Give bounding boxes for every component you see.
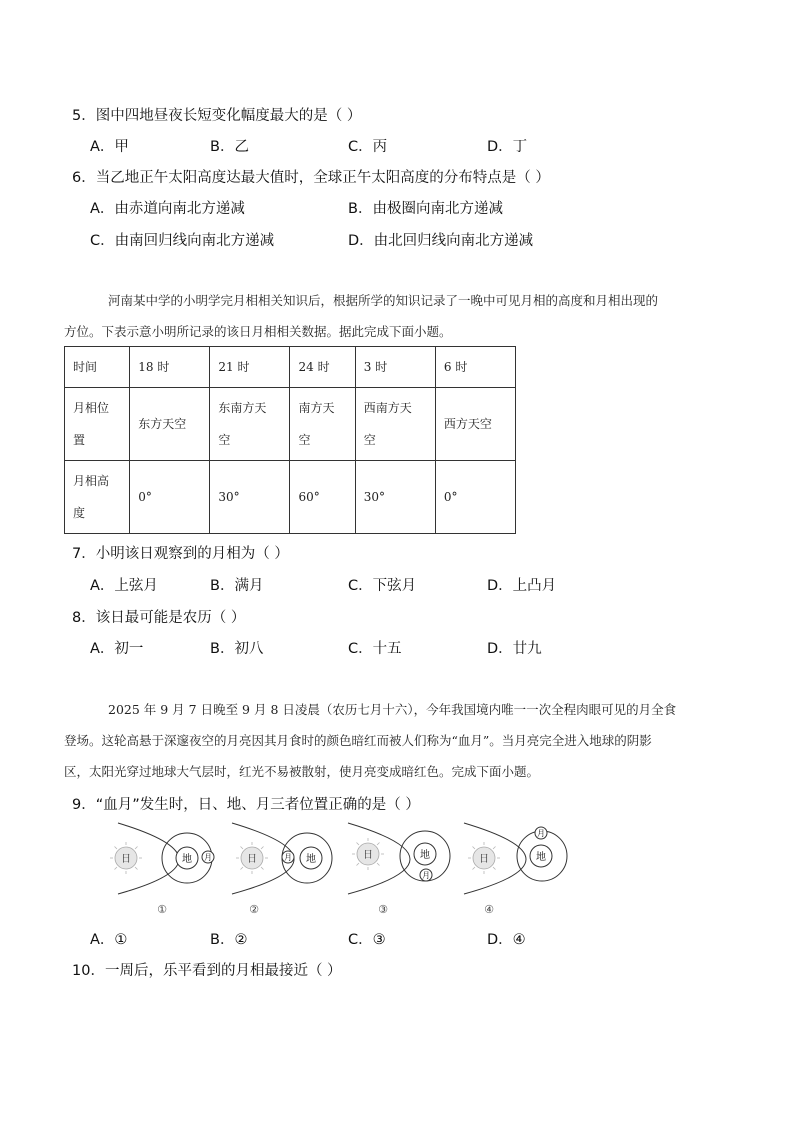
q7-option-c[interactable]: C．下弦月 — [348, 578, 417, 594]
q5-stem: 5．图中四地昼夜长短变化幅度最大的是（ ） — [72, 108, 362, 124]
table-cell: 月相高 度 — [65, 461, 130, 534]
q8-option-d[interactable]: D．廿九 — [487, 641, 542, 657]
table-header-cell: 21 时 — [210, 347, 290, 388]
sun-label: 日 — [363, 850, 373, 861]
table-header-cell: 时间 — [65, 347, 130, 388]
passage2-line2: 登场。这轮高悬于深邃夜空的月亮因其月食时的颜色暗红而被人们称为“血月”。当月亮完全进入地球的阴影 — [64, 733, 652, 748]
q9-option-d[interactable]: D．④ — [487, 932, 526, 948]
q5-option-d[interactable]: D．丁 — [487, 139, 528, 155]
q7-option-b[interactable]: B．满月 — [210, 578, 264, 594]
sun-label: 日 — [121, 854, 131, 865]
q8-stem: 8．该日最可能是农历（ ） — [72, 610, 246, 626]
table-cell: 西方天空 — [435, 388, 515, 461]
diagram-caption: ② — [249, 903, 259, 916]
diagram-4 — [464, 823, 567, 916]
earth-label: 地 — [420, 850, 430, 861]
table-cell: 0° — [435, 461, 515, 534]
q5-option-b[interactable]: B．乙 — [210, 139, 249, 155]
diagram-caption: ③ — [378, 903, 388, 916]
q8-option-a[interactable]: A．初一 — [90, 641, 144, 657]
q8-option-c[interactable]: C．十五 — [348, 641, 402, 657]
q9-option-b[interactable]: B．② — [210, 932, 248, 948]
passage2-line1: 2025 年 9 月 7 日晚至 9 月 8 日凌晨（农历七月十六），今年我国境内唯一一次全程肉眼可见的月全食 — [108, 702, 677, 717]
q6-option-c[interactable]: C．由南回归线向南北方递减 — [90, 233, 275, 249]
q6-stem: 6．当乙地正午太阳高度达最大值时，全球正午太阳高度的分布特点是（ ） — [72, 170, 550, 186]
table-cell: 东方天空 — [130, 388, 210, 461]
table-cell: 南方天 空 — [290, 388, 355, 461]
diagram-caption: ① — [157, 903, 167, 916]
passage2-line3: 区，太阳光穿过地球大气层时，红光不易被散射，使月亮变成暗红色。完成下面小题。 — [64, 764, 540, 779]
q9-option-a[interactable]: A．① — [90, 932, 128, 948]
table-cell: 东南方天 空 — [210, 388, 290, 461]
diagram-3 — [348, 823, 450, 916]
table-cell: 30° — [210, 461, 290, 534]
earth-label: 地 — [536, 852, 546, 863]
table-cell: 西南方天 空 — [355, 388, 435, 461]
q9-stem: 9．“血月”发生时，日、地、月三者位置正确的是（ ） — [72, 797, 420, 813]
q6-option-b[interactable]: B．由极圈向南北方递减 — [348, 201, 503, 217]
q10-stem: 10．一周后，乐平看到的月相最接近（ ） — [72, 963, 342, 979]
table-header-cell: 6 时 — [435, 347, 515, 388]
diagram-1 — [110, 823, 214, 916]
table-cell: 0° — [130, 461, 210, 534]
q9-option-c[interactable]: C．③ — [348, 932, 386, 948]
passage1-line1: 河南某中学的小明学完月相相关知识后，根据所学的知识记录了一晚中可见月相的高度和月相出现的 — [108, 293, 659, 308]
sun-label: 日 — [247, 854, 257, 865]
earth-label: 地 — [182, 854, 192, 865]
q6-option-a[interactable]: A．由赤道向南北方递减 — [90, 201, 245, 217]
q7-option-d[interactable]: D．上凸月 — [487, 578, 557, 594]
diagram-2 — [232, 823, 332, 916]
q5-option-a[interactable]: A．甲 — [90, 139, 129, 155]
q5-option-c[interactable]: C．丙 — [348, 139, 388, 155]
table-cell: 月相位 置 — [65, 388, 130, 461]
table-cell: 30° — [355, 461, 435, 534]
table-cell: 60° — [290, 461, 355, 534]
moon-observation-table — [64, 346, 516, 534]
q8-option-b[interactable]: B．初八 — [210, 641, 264, 657]
earth-label: 地 — [306, 854, 316, 865]
q7-stem: 7．小明该日观察到的月相为（ ） — [72, 546, 289, 562]
moon-label: 月 — [204, 853, 212, 862]
moon-label: 月 — [284, 853, 292, 862]
table-header-cell: 24 时 — [290, 347, 355, 388]
q6-option-d[interactable]: D．由北回归线向南北方递减 — [348, 233, 534, 249]
table-header-cell: 18 时 — [130, 347, 210, 388]
table-header-cell: 3 时 — [355, 347, 435, 388]
sun-earth-moon-diagrams — [100, 818, 590, 922]
passage1-line2: 方位。下表示意小明所记录的该日月相相关数据。据此完成下面小题。 — [64, 324, 452, 339]
moon-label: 月 — [422, 871, 430, 880]
diagram-caption: ④ — [484, 903, 494, 916]
moon-label: 月 — [537, 829, 545, 838]
sun-label: 日 — [479, 854, 489, 865]
q7-option-a[interactable]: A．上弦月 — [90, 578, 158, 594]
table-row — [65, 461, 516, 534]
table-row — [65, 347, 516, 388]
table-row — [65, 388, 516, 461]
